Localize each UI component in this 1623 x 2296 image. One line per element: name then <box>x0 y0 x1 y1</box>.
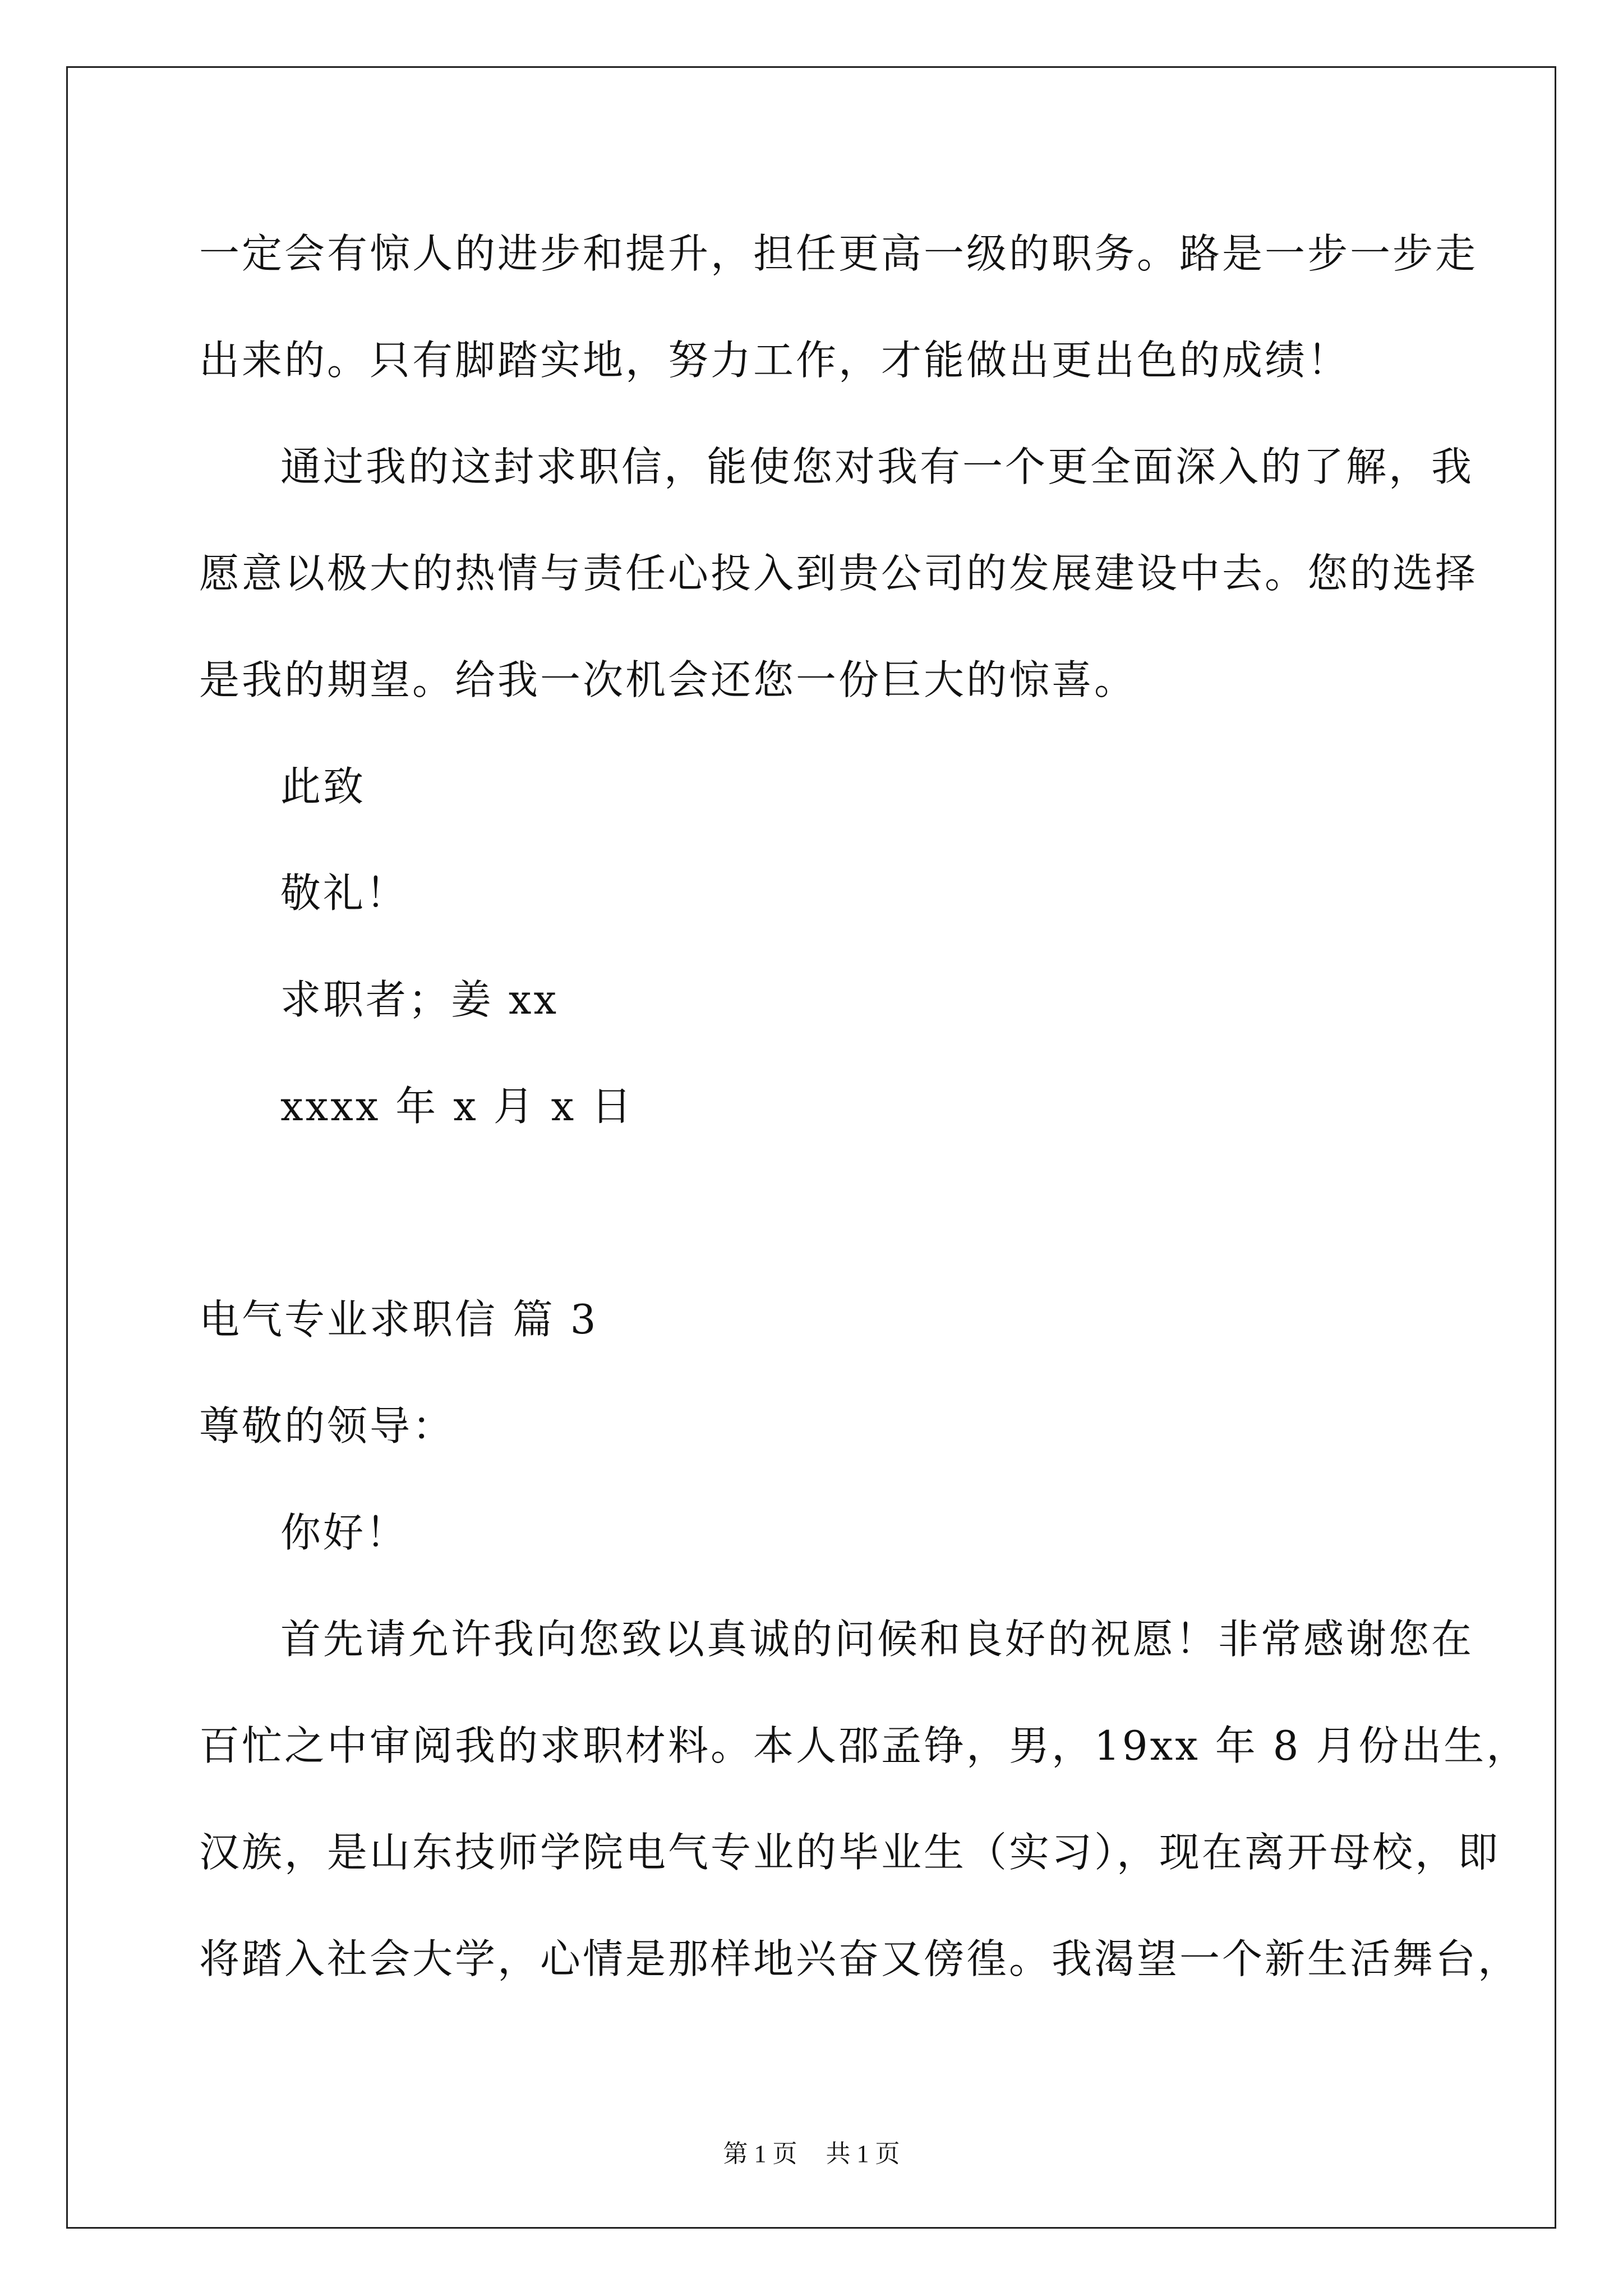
salute-line: 敬礼！ <box>280 869 409 917</box>
paragraph-line: 将踏入社会大学，心情是那样地兴奋又傍徨。我渴望一个新生活舞台， <box>199 1935 1521 1982</box>
paragraph-line: 首先请允许我向您致以真诚的问候和良好的祝愿！非常感谢您在 <box>280 1616 1474 1663</box>
hello-line: 你好！ <box>280 1509 409 1556</box>
page-number: 第 1 页 <box>723 2140 797 2168</box>
closing-line: 此致 <box>280 763 366 810</box>
paragraph-line: 愿意以极大的热情与责任心投入到贵公司的发展建设中去。您的选择 <box>199 550 1478 597</box>
page-footer <box>0 2138 1623 2170</box>
date-line: xxxx 年 x 月 x 日 <box>280 1083 634 1130</box>
paragraph-line: 出来的。只有脚踏实地，努力工作，才能做出更出色的成绩！ <box>199 337 1350 384</box>
greeting-line: 尊敬的领导： <box>199 1402 455 1450</box>
paragraph-line: 汉族，是山东技师学院电气专业的毕业生（实习），现在离开母校，即 <box>199 1829 1501 1876</box>
paragraph-line: 通过我的这封求职信，能使您对我有一个更全面深入的了解，我 <box>280 443 1474 490</box>
page-border <box>66 66 1556 2229</box>
paragraph-line: 一定会有惊人的进步和提升，担任更高一级的职务。路是一步一步走 <box>199 230 1478 277</box>
paragraph-line: 百忙之中审阅我的求职材料。本人邵孟铮，男，19xx 年 8 月份出生， <box>199 1722 1529 1769</box>
paragraph-line: 是我的期望。给我一次机会还您一份巨大的惊喜。 <box>199 656 1137 703</box>
signature-line: 求职者；姜 xx <box>280 976 559 1023</box>
section-title: 电气专业求职信 篇 3 <box>199 1296 598 1343</box>
page-total: 共 1 页 <box>826 2140 900 2168</box>
